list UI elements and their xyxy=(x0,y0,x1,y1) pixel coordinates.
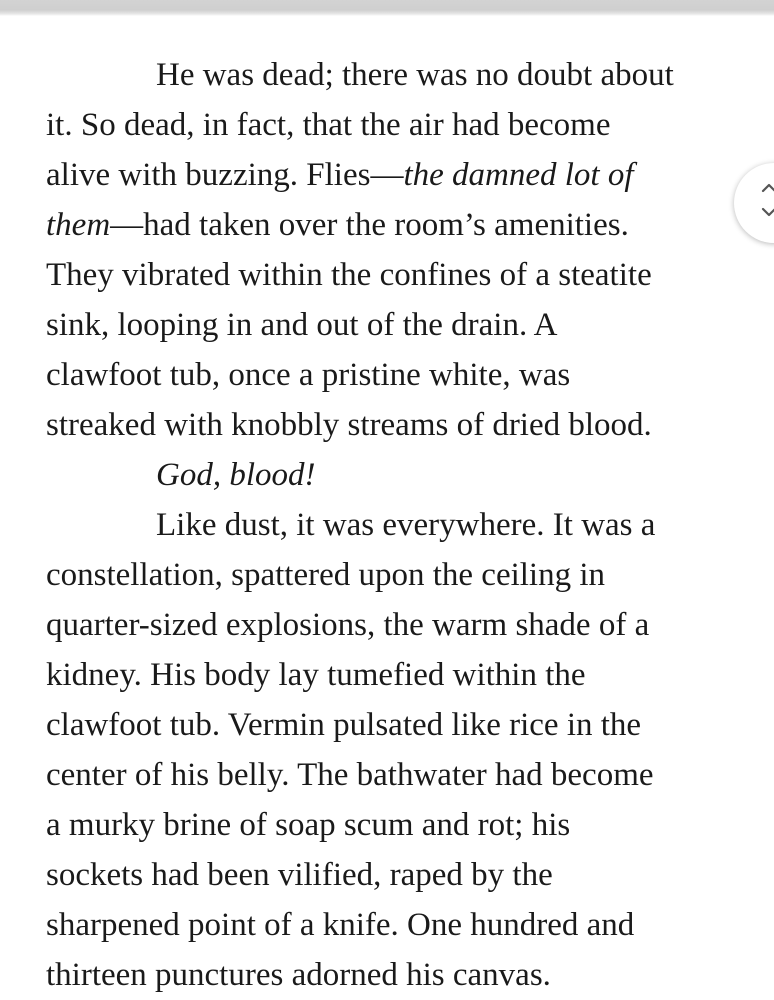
italic-emphasis: them xyxy=(46,207,111,243)
text-line: thirteen punctures adorned his canvas. xyxy=(46,957,551,993)
text-line-content: Like dust, it was everywhere. It was a xyxy=(156,507,656,543)
text-line: quarter-sized explosions, the warm shade of a xyxy=(46,607,650,643)
text-line: clawfoot tub. Vermin pulsated like rice in the xyxy=(46,707,642,743)
text-line: streaked with knobbly streams of dried blood. xyxy=(46,407,652,443)
text-line: They vibrated within the confines of a steatite xyxy=(46,257,652,293)
text-line: center of his belly. The bathwater had become xyxy=(46,757,654,793)
text-line xyxy=(46,450,736,500)
text-line xyxy=(46,200,736,250)
italic-emphasis: the damned lot of xyxy=(403,157,634,193)
text-line: kidney. His body lay tumefied within the xyxy=(46,657,586,693)
italic-emphasis: God, blood! xyxy=(156,457,316,493)
text-line: it. So dead, in fact, that the air had become xyxy=(46,107,611,143)
text-line xyxy=(46,150,736,200)
text-line: sharpened point of a knife. One hundred and xyxy=(46,907,635,943)
text-line xyxy=(46,50,736,100)
text-line: sockets had been vilified, raped by the xyxy=(46,857,553,893)
text-line-content: alive with buzzing. Flies— xyxy=(46,157,404,193)
story-text xyxy=(46,50,736,1000)
page-scroll-control[interactable] xyxy=(734,163,774,243)
text-line-content: —had taken over the room’s amenities. xyxy=(110,207,629,243)
text-line xyxy=(46,500,736,550)
top-divider xyxy=(0,0,774,16)
chevron-down-icon[interactable] xyxy=(760,203,774,221)
text-line: a murky brine of soap scum and rot; his xyxy=(46,807,571,843)
text-line: sink, looping in and out of the drain. A xyxy=(46,307,558,343)
chevron-up-icon[interactable] xyxy=(760,179,774,197)
text-line-content: He was dead; there was no doubt about xyxy=(156,57,674,93)
text-line: clawfoot tub, once a pristine white, was xyxy=(46,357,571,393)
text-line: constellation, spattered upon the ceiling in xyxy=(46,557,606,593)
